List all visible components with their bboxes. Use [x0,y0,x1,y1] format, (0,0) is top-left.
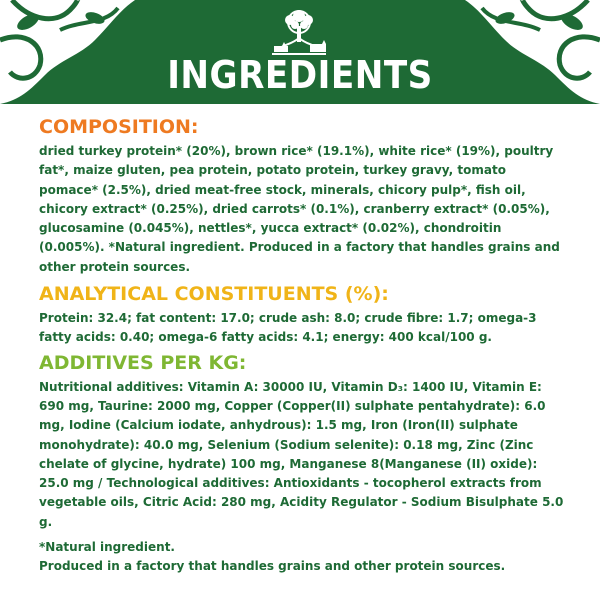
page-title: INGREDIENTS [167,53,433,97]
tree-with-animals-logo [268,8,330,56]
composition-section [39,115,569,277]
composition-text: dried turkey protein* (20%), brown rice* (19.1%), white rice* (19%), poultry fat*, maize gluten, pea protein, potato protein, turkey gravy, tomato pomace* (2.5%), dried meat-free stock, minerals, chicory pulp*, fish oil, chicory extract* (0.25%), dried carrots* (0.1%), cranberry extract* (0.05%), glucosamine (0.045%), nettles*, yucca extract* (0.02%), chondroitin (0.005%). *Natural ingredient. Produced in a factory that handles grains and other protein sources. [39,144,560,274]
header-banner [0,0,600,104]
footnote [39,538,569,577]
additives-heading: ADDITIVES PER KG: [39,351,247,374]
ingredients-content [39,115,569,577]
analytical-constituents-heading: ANALYTICAL CONSTITUENTS (%): [39,283,389,306]
additives-text: Nutritional additives: Vitamin A: 30000 IU, Vitamin D₃: 1400 IU, Vitamin E: 690 mg, Taurine: 2000 mg, Copper (Copper(II) sulphate pentahydrate): 6.0 mg, Iodine (Calcium iodate, anhydrous): 1.5 mg, Iron (Iron(II) sulphate monohydrate): 40.0 mg, Selenium (Sodium selenite): 0.18 mg, Zinc (Zinc chelate of glycine, hydrate) 100 mg, Manganese 8(Manganese (II) oxide): 25.0 mg / Technological additives: Antioxidants - tocopherol extracts from vegetable oils, Citric Acid: 280 mg, Acidity Regulator - Sodium Bisulphate 5.0 g. [39,379,564,529]
composition-heading: COMPOSITION: [39,116,199,138]
footnote-factory-notice: Produced in a factory that handles grains and other protein sources. [39,559,506,574]
additives-section [39,351,569,532]
analytical-constituents-text: Protein: 32.4; fat content: 17.0; crude ash: 8.0; crude fibre: 1.7; omega-3 fatty acids: 0.40; omega-6 fatty acids: 4.1; energy: 400 kcal/100 g. [39,311,537,345]
analytical-constituents-section [39,282,569,348]
footnote-natural-ingredient: *Natural ingredient. [39,540,175,555]
